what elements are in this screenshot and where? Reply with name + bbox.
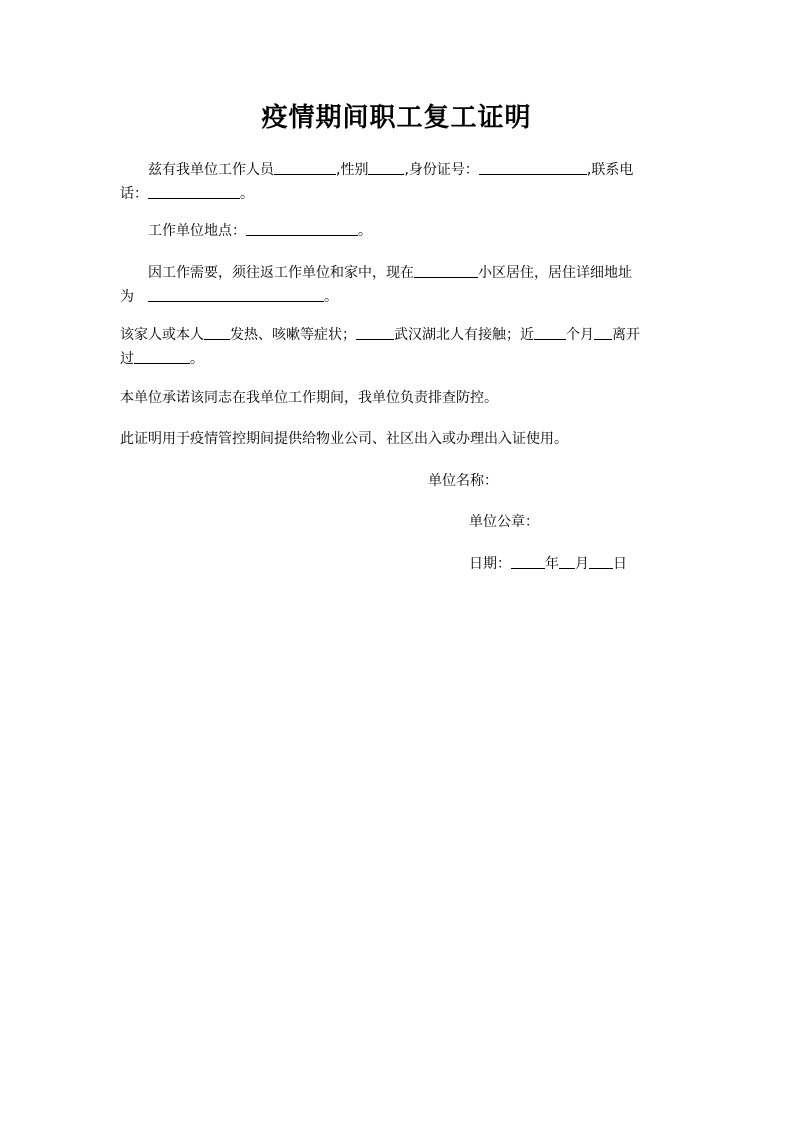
text-period: 。	[358, 223, 372, 239]
text-left-end: 过	[120, 351, 134, 367]
blank-year	[511, 553, 545, 569]
blank-community	[414, 262, 478, 278]
text-left-start: 离开	[612, 327, 640, 343]
date-label: 日期：	[469, 556, 511, 572]
text-commitment: 本单位承诺该同志在我单位工作期间，我单位负责排查防控。	[120, 390, 498, 406]
blank-fever	[204, 324, 230, 340]
blank-contact	[356, 324, 394, 340]
blank-address	[148, 286, 324, 302]
blank-place	[134, 348, 190, 364]
blank-month	[559, 553, 575, 569]
text-residence-intro: 因工作需要，须往返工作单位和家中，现在	[148, 265, 414, 281]
blank-name	[274, 159, 336, 175]
text-phone-start: ,联系电	[586, 162, 634, 178]
text-period: 。	[324, 289, 338, 305]
paragraph-commitment	[120, 386, 676, 410]
blank-months	[534, 324, 566, 340]
text-work-location: 工作单位地点：	[148, 223, 246, 239]
text-address-end: 为	[120, 289, 134, 305]
document-title: 疫情期间职工复工证明	[261, 103, 532, 133]
blank-id-number	[479, 159, 587, 175]
date-line	[469, 552, 627, 576]
text-months: 个月	[566, 327, 594, 343]
paragraph-work-location	[120, 219, 676, 243]
text-address-start: 小区居住，居住详细地址	[478, 265, 632, 281]
text-period: 。	[240, 186, 254, 202]
blank-day	[589, 553, 613, 569]
text-id-number: ,身份证号：	[404, 162, 479, 178]
paragraph-employee-info	[120, 158, 676, 206]
text-gender: ,性别	[336, 162, 369, 178]
text-period: 。	[190, 351, 204, 367]
paragraph-health-status	[120, 323, 676, 371]
text-usage: 此证明用于疫情管控期间提供给物业公司、社区出入或办理出入证使用。	[120, 431, 568, 447]
blank-gender	[368, 159, 404, 175]
blank-phone	[148, 183, 240, 199]
text-phone-end: 话：	[120, 186, 148, 202]
month-label: 月	[575, 556, 589, 572]
text-employee-intro: 兹有我单位工作人员	[148, 162, 274, 178]
paragraph-residence	[120, 261, 676, 309]
paragraph-usage	[120, 427, 676, 451]
year-label: 年	[545, 556, 559, 572]
unit-name-label: 单位名称：	[428, 473, 498, 489]
unit-seal-label: 单位公章：	[469, 514, 539, 530]
text-contact: 武汉湖北人有接触；近	[394, 327, 534, 343]
blank-left	[594, 324, 612, 340]
text-family-self: 该家人或本人	[120, 327, 204, 343]
text-symptoms: 发热、咳嗽等症状；	[230, 327, 356, 343]
day-label: 日	[613, 556, 627, 572]
blank-work-location	[246, 220, 358, 236]
